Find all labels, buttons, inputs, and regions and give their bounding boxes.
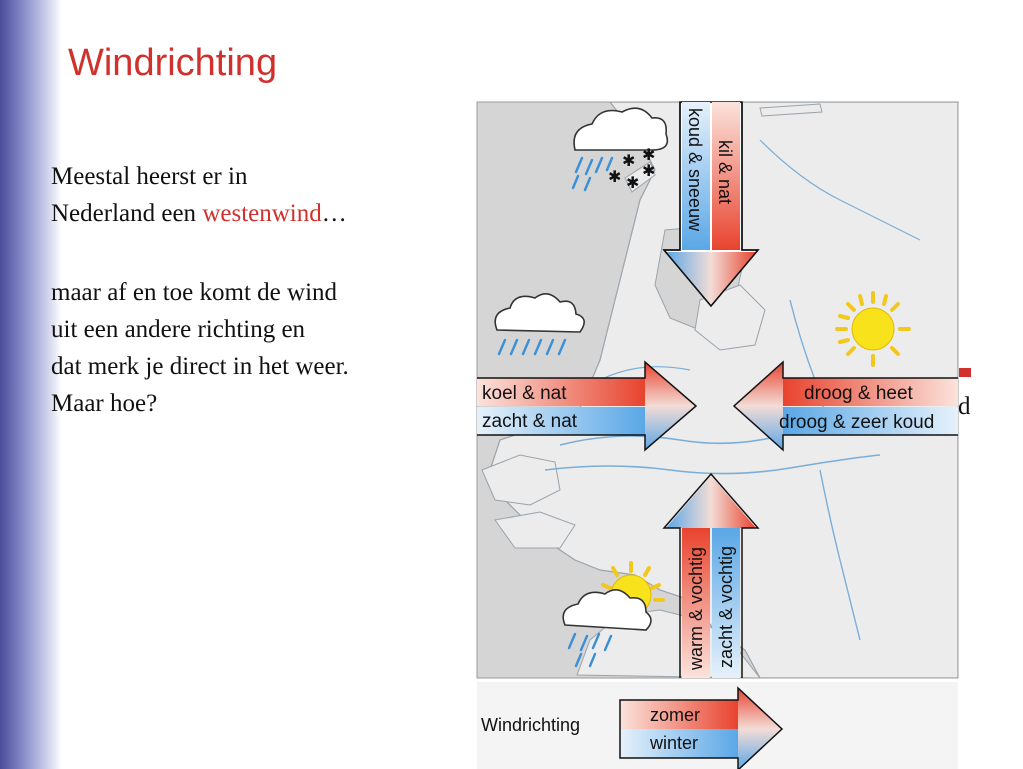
legend-summer: zomer — [650, 705, 701, 725]
stray-text: d — [958, 393, 971, 420]
west-summer-label: koel & nat — [482, 383, 567, 404]
east-summer-label: droog & heet — [804, 383, 913, 404]
south-summer-label: warm & vochtig — [686, 546, 706, 670]
intro-line-2-suffix: … — [321, 200, 347, 227]
westenwind-highlight: westenwind — [202, 200, 322, 227]
intro-line-1: Meestal heerst er in — [51, 163, 248, 190]
svg-text:✱: ✱ — [642, 161, 656, 180]
east-winter-label: droog & zeer koud — [779, 412, 935, 433]
west-winter-label: zacht & nat — [482, 411, 578, 432]
svg-text:✱: ✱ — [622, 151, 636, 170]
legend-winter: winter — [650, 733, 699, 753]
north-winter-label: koud & sneeuw — [685, 108, 705, 232]
question-line-1: maar af en toe komt de wind — [51, 279, 338, 306]
question-line-4: Maar hoe? — [51, 390, 158, 417]
sun-icon — [837, 293, 909, 365]
north-summer-label: kil & nat — [715, 140, 735, 205]
slide-title: Windrichting — [68, 42, 278, 84]
question-line-2: uit een andere richting en — [51, 316, 306, 343]
south-winter-label: zacht & vochtig — [716, 545, 736, 668]
question-line-3: dat merk je direct in het weer. — [51, 353, 349, 380]
legend-title: Windrichting — [481, 715, 581, 735]
legend — [477, 682, 958, 769]
intro-line-2-prefix: Nederland een — [51, 200, 203, 227]
svg-text:✱: ✱ — [642, 145, 656, 164]
svg-text:✱: ✱ — [608, 167, 622, 186]
svg-text:✱: ✱ — [626, 173, 640, 192]
